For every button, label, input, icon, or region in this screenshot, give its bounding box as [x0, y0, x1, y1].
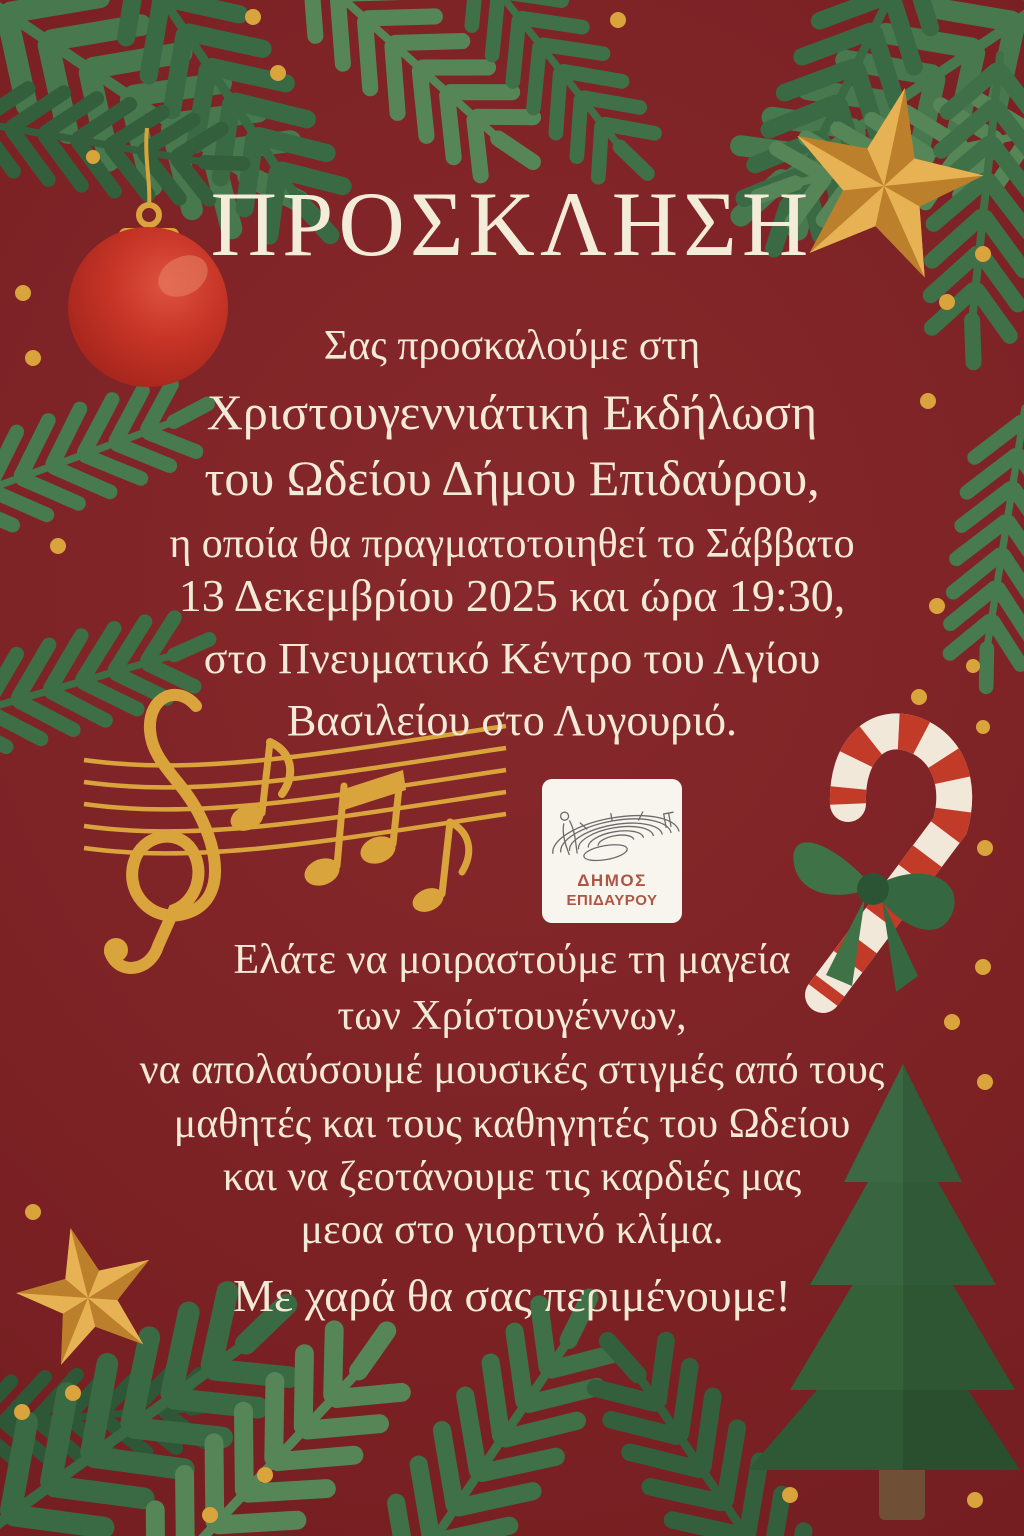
message-line-5: και να ζεοτάνουμε τις καρδιές μας — [222, 1154, 802, 1200]
message-line-3: να απολαύσουμέ μουσικές στιγμές από τους — [139, 1047, 885, 1093]
event-name-line-1: Χριστουγεννιάτικη Εκδήλωση — [206, 384, 818, 440]
logo-text-line-2: ΕΠΙΔΑΥΡΟΥ — [566, 892, 658, 909]
message-line-6: μεοα στο γιορτινό κλίμα. — [300, 1207, 724, 1253]
details-line-2-date: 13 Δεκεμβρίου 2025 και ώρα 19:30, — [178, 570, 846, 621]
closing-line: Με χαρά θα σας περιμένουμε! — [233, 1270, 791, 1321]
details-line-4: Βασιλείου στο Λυγουριό. — [286, 696, 738, 745]
message-line-1: Ελάτε να μοιραστούμε τη μαγεία — [233, 937, 791, 983]
poster-title: ΠΡΟΣΚΛΗΣΗ — [210, 173, 814, 275]
epidaurus-theatre-logo-icon — [542, 781, 682, 877]
municipality-logo — [542, 779, 682, 923]
details-line-1: η οποία θα πραγματοτοιηθεί το Σάββατο — [169, 521, 855, 567]
details-line-3: στο Πνευματικό Κέντρο του Λγίου — [203, 634, 821, 683]
message-line-4: μαθητές και τους καθηγητές του Ωδείου — [173, 1101, 851, 1147]
message-line-2: των Χρίστουγέννων, — [337, 993, 687, 1039]
logo-text-line-1: ΔΗΜΟΣ — [577, 871, 647, 890]
intro-line: Σας προσκαλούμε στη — [323, 323, 701, 369]
music-notes-icon — [227, 742, 469, 916]
event-name-line-2: του Ωδείου Δήμου Επιδαύρου, — [204, 450, 820, 506]
